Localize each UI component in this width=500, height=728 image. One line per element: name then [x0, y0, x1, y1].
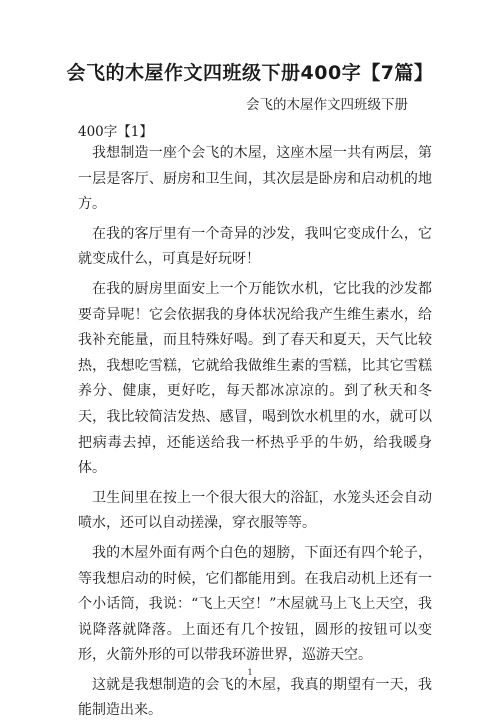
- paragraph: 在我的客厅里有一个奇异的沙发，我叫它变成什么，它就变成什么，可真是好玩呀！: [78, 225, 432, 268]
- page-number: 1: [247, 668, 253, 677]
- paragraph: 这就是我想制造的会飞的木屋，我真的期望有一天，我能制造出来。: [78, 676, 432, 719]
- document-title: 会飞的木屋作文四班级下册400字【7篇】: [66, 62, 434, 84]
- paragraph: 我的木屋外面有两个白色的翅膀，下面还有四个轮子，等我想启动的时候，它们都能用到。在我启动机上还有一个小话筒，我说：“飞上天空！”木屋就马上飞上天空，我说降落就降落。上面还有几个按钮，圆形的按钮可以变形，火箭外形的可以带我环游世界，巡游天空。: [78, 544, 432, 664]
- paragraph: 在我的厨房里面安上一个万能饮水机，它比我的沙发都要奇异呢！它会依据我的身体状况给我产生维生素水，给我补充能量，而且特殊好喝。到了春天和夏天，天气比较热，我想吃雪糕，它就给我做维生素的雪糕，比其它雪糕养分、健康，更好吃，每天都冰凉凉的。到了秋天和冬天，我比较简洁发热、感冒，喝到饮水机里的水，就可以把病毒去掉，还能送给我一杯热乎乎的牛奶，给我暖身体。: [78, 280, 432, 477]
- document-subtitle: 会飞的木屋作文四班级下册: [246, 97, 408, 113]
- paragraph: 我想制造一座个会飞的木屋，这座木屋一共有两层，第一层是客厅、厨房和卫生间，其次层是卧房和启动机的地方。: [78, 145, 432, 213]
- paragraph: 卫生间里在按上一个很大很大的浴缸，水笼头还会自动喷水，还可以自动搓澡，穿衣服等等。: [78, 489, 432, 532]
- essay-heading: 400字【1】: [78, 124, 153, 140]
- essay-body: [78, 141, 432, 728]
